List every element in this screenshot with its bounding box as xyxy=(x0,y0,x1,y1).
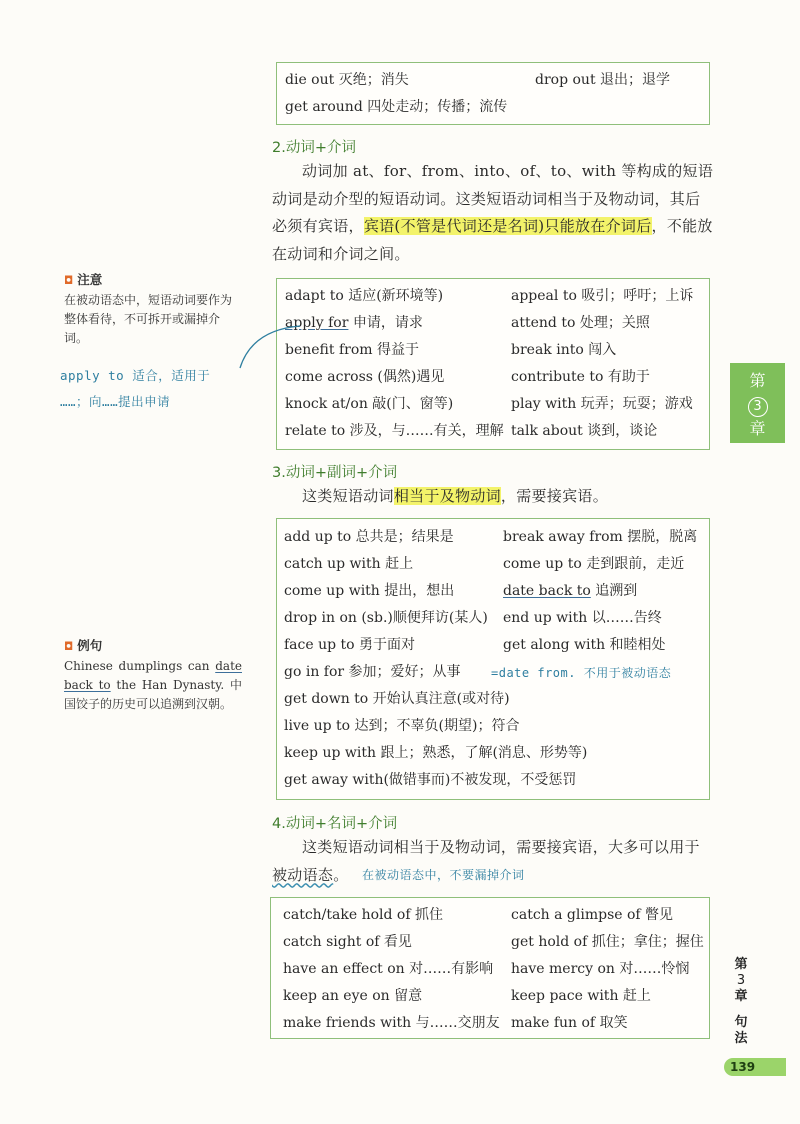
handwritten-note: 在被动语态中，不要漏掉介词 xyxy=(362,868,525,882)
example-title-text: 例句 xyxy=(77,638,103,653)
phrase-item: have an effect on 对……有影响 xyxy=(283,961,494,977)
note-title xyxy=(64,270,102,288)
phrase-item xyxy=(503,582,637,600)
paragraph-text: 这类短语动词 xyxy=(302,487,394,505)
underlined-phrase: apply for xyxy=(285,315,349,331)
paragraph-text: 。 xyxy=(333,865,349,884)
phrase-item: keep up with 跟上；熟悉，了解(消息、形势等) xyxy=(284,745,588,761)
phrase-item: live up to 达到；不辜负(期望)；符合 xyxy=(284,718,520,734)
phrase-item: face up to 勇于面对 xyxy=(284,637,416,653)
paragraph-text: ，需要接宾语。 xyxy=(500,487,609,505)
phrase-box-1 xyxy=(276,62,710,125)
chapter-tab[interactable] xyxy=(730,363,785,443)
phrase-item: make fun of 取笑 xyxy=(511,1015,628,1031)
section-heading-2: 2.动词+介词 xyxy=(272,140,356,156)
handwritten-note: ……；向……提出申请 xyxy=(60,394,171,409)
phrase-item: come up to 走到跟前，走近 xyxy=(503,556,685,572)
section-2-paragraph xyxy=(272,158,714,268)
example-text xyxy=(64,657,242,714)
bullet-icon: ◘ xyxy=(64,640,74,653)
phrase-item: come across (偶然)遇见 xyxy=(285,369,445,385)
phrase-item: get down to 开始认真注意(或对待) xyxy=(284,691,510,707)
phrase-item xyxy=(285,314,423,332)
phrase-item: catch a glimpse of 瞥见 xyxy=(511,907,674,923)
section-3-paragraph xyxy=(272,483,714,511)
phrase-item: play with 玩弄；玩耍；游戏 xyxy=(511,396,693,412)
chapter-number: 3 xyxy=(748,397,768,417)
phrase-item: catch up with 赶上 xyxy=(284,556,414,572)
phrase-item: appeal to 吸引；呼吁；上诉 xyxy=(511,288,694,304)
phrase-item: add up to 总共是；结果是 xyxy=(284,529,454,545)
phrase-box-3 xyxy=(276,518,710,800)
phrase-item: keep pace with 赶上 xyxy=(511,988,651,1004)
phrase-item: come up with 提出，想出 xyxy=(284,583,455,599)
example-underlined: date back to xyxy=(64,659,242,692)
page-number: 139 xyxy=(724,1058,786,1076)
example-text-part: Chinese dumplings can xyxy=(64,659,216,673)
phrase-item: contribute to 有助于 xyxy=(511,369,650,385)
chapter-tab-top: 第 xyxy=(749,371,766,390)
wavy-underlined-text: 被动语态 xyxy=(272,865,334,884)
paragraph-text: 这类短语动词相当于及物动词，需要接宾语，大多可以用于 xyxy=(302,838,700,856)
phrase-item: get hold of 抓住；拿住；握住 xyxy=(511,934,704,950)
side-label-char: 句 xyxy=(734,1015,748,1030)
phrase-item: break away from 摆脱，脱离 xyxy=(503,529,698,545)
phrase-item: benefit from 得益于 xyxy=(285,342,419,358)
handwritten-note: apply to 适合，适用于 xyxy=(60,368,211,383)
underlined-phrase: date back to xyxy=(503,583,591,599)
bullet-icon: ◘ xyxy=(64,274,74,287)
chapter-side-label xyxy=(730,957,752,1047)
phrase-item: catch/take hold of 抓住 xyxy=(283,907,443,923)
phrase-meaning: 追溯到 xyxy=(590,583,638,599)
phrase-item: knock at/on 敲(门、窗等) xyxy=(285,396,454,412)
phrase-item: keep an eye on 留意 xyxy=(283,988,423,1004)
highlighted-text: 宾语(不管是代词还是名词)只能放在介词后 xyxy=(363,217,652,235)
example-title xyxy=(64,636,102,654)
phrase-item: break into 闯入 xyxy=(511,342,617,358)
phrase-item: get along with 和睦相处 xyxy=(503,637,666,653)
handwritten-note: =date from. 不用于被动语态 xyxy=(491,666,672,680)
section-heading-3: 3.动词+副词+介词 xyxy=(272,465,398,481)
note-title-text: 注意 xyxy=(77,272,103,287)
phrase-item: drop in on (sb.)顺便拜访(某人) xyxy=(284,610,488,626)
side-label-char: 第 xyxy=(734,957,748,972)
paragraph-text: 动词加 at、for、from、into、of、to、with 等构成的短语动词是动介型的短语动词。这类短语动词相当于及物动词，其后必须有宾语， xyxy=(272,162,714,235)
chapter-tab-bottom: 章 xyxy=(749,419,766,438)
section-heading-4: 4.动词+名词+介词 xyxy=(272,816,398,832)
phrase-item: end up with 以……告终 xyxy=(503,610,662,626)
phrase-meaning: 申请，请求 xyxy=(348,315,423,331)
phrase-item: die out 灭绝；消失 xyxy=(285,72,409,88)
phrase-box-2 xyxy=(276,278,710,450)
phrase-item: get around 四处走动；传播；流传 xyxy=(285,99,508,115)
phrase-item: catch sight of 看见 xyxy=(283,934,412,950)
phrase-item: get away with(做错事而)不被发现，不受惩罚 xyxy=(284,772,577,788)
phrase-item: relate to 涉及，与……有关，理解 xyxy=(285,423,504,439)
paragraph-text: ，不能放在动词和介词之间。 xyxy=(272,217,713,263)
phrase-item: have mercy on 对……怜悯 xyxy=(511,961,690,977)
side-label-char: 3 xyxy=(736,973,746,988)
highlighted-text: 相当于及物动词 xyxy=(393,487,501,505)
phrase-item: go in for 参加；爱好；从事 xyxy=(284,664,461,680)
note-text: 在被动语态中，短语动词要作为整体看待，不可拆开或漏掉介词。 xyxy=(64,293,233,345)
phrase-item: attend to 处理；关照 xyxy=(511,315,650,331)
side-label-char: 法 xyxy=(734,1031,748,1046)
example-text-part: the Han Dynasty. 中国饺子的历史可以追溯到汉朝。 xyxy=(64,678,242,711)
phrase-box-4 xyxy=(270,897,710,1039)
side-label-char: 章 xyxy=(734,989,748,1004)
phrase-item: make friends with 与……交朋友 xyxy=(283,1015,500,1031)
phrase-item: drop out 退出；退学 xyxy=(535,72,671,88)
phrase-item: talk about 谈到，谈论 xyxy=(511,423,658,439)
phrase-item: adapt to 适应(新环境等) xyxy=(285,288,444,304)
